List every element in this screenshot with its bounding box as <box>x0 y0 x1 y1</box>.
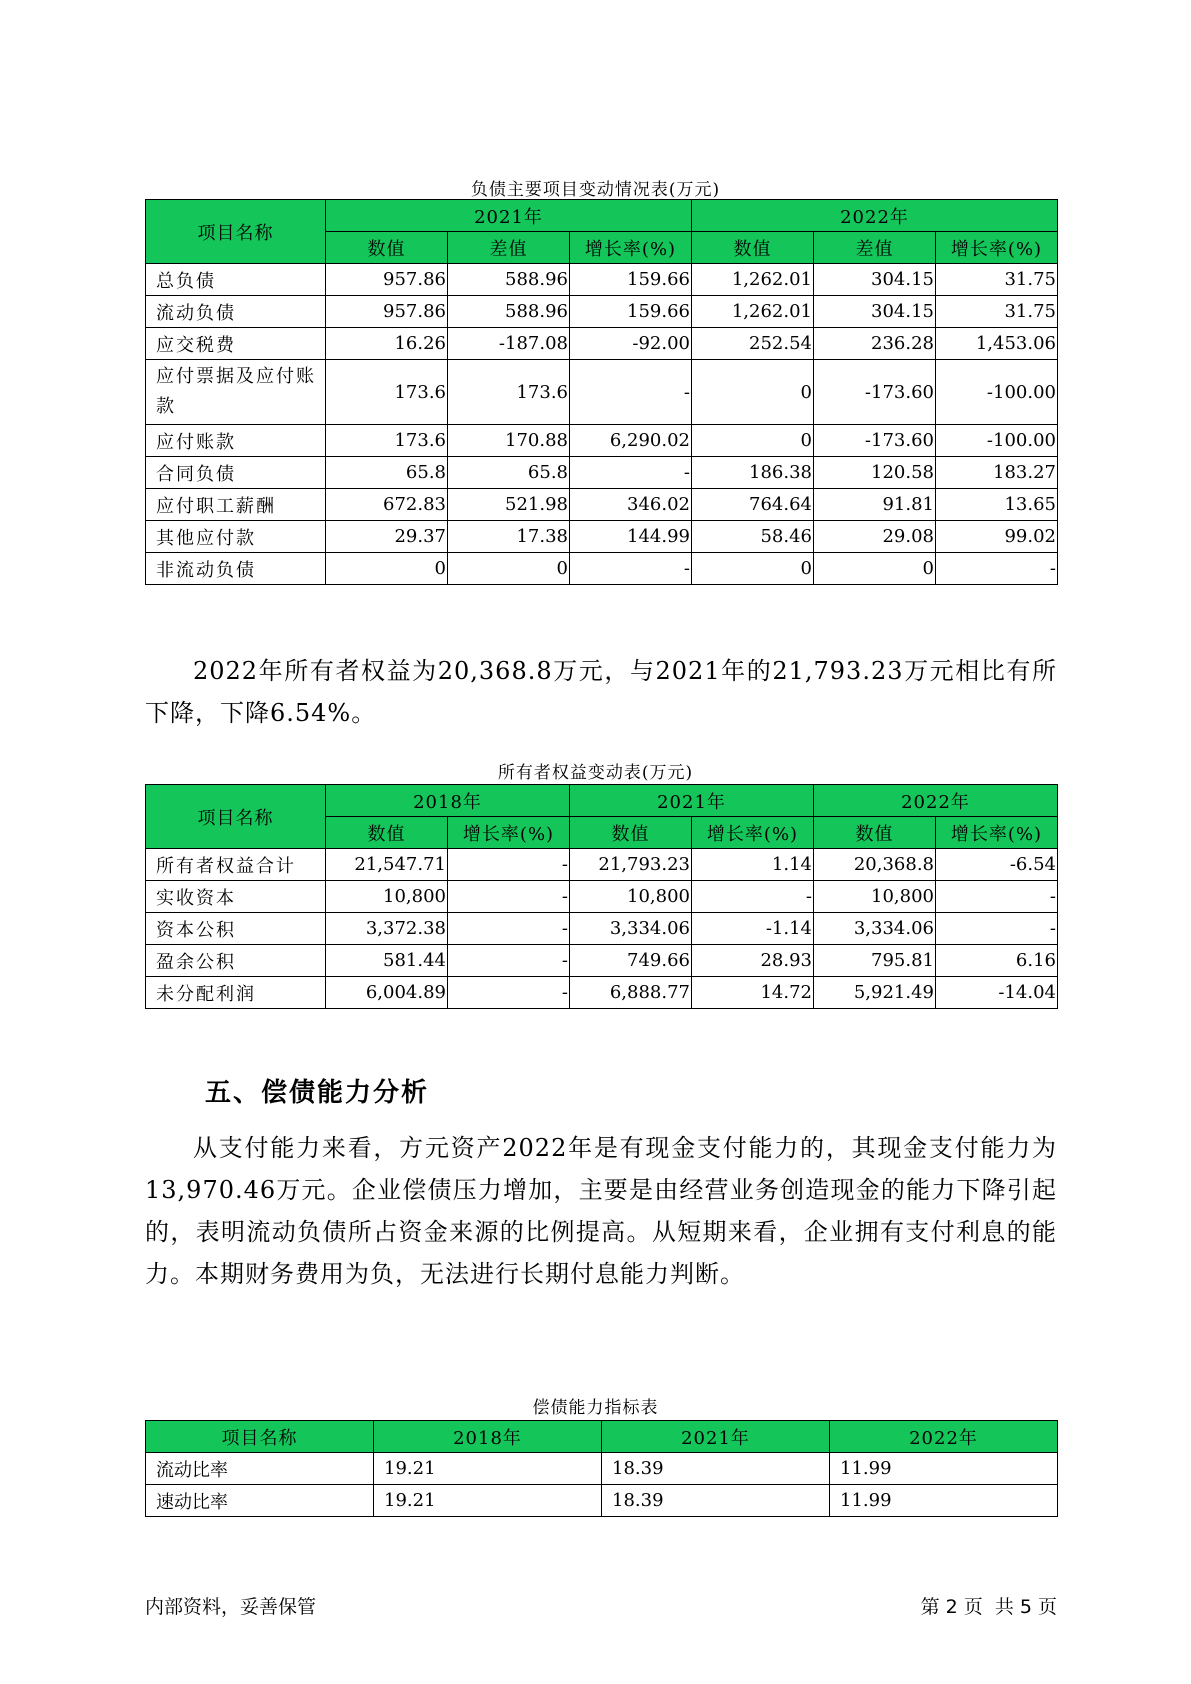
table-cell: 183.27 <box>936 457 1058 489</box>
table-cell: 1,262.01 <box>692 264 814 296</box>
table-row <box>146 489 1058 521</box>
table-cell: 159.66 <box>570 296 692 328</box>
table-cell: 10,800 <box>570 881 692 913</box>
table-cell: 99.02 <box>936 521 1058 553</box>
footer-page-number: 第 2 页 共 5 页 <box>920 1596 1057 1618</box>
table-cell: 346.02 <box>570 489 692 521</box>
year-header-2021: 2021年 <box>326 200 692 232</box>
table-cell: 1.14 <box>692 849 814 881</box>
row-label: 流动比率 <box>146 1453 374 1485</box>
table-cell: 6,004.89 <box>326 977 448 1009</box>
table-cell: 581.44 <box>326 945 448 977</box>
table-cell: 1,453.06 <box>936 328 1058 360</box>
table-cell: -1.14 <box>692 913 814 945</box>
table-cell: 0 <box>692 360 814 425</box>
table-cell: 252.54 <box>692 328 814 360</box>
table-cell: 170.88 <box>448 425 570 457</box>
row-label: 速动比率 <box>146 1485 374 1517</box>
row-label: 总负债 <box>146 264 326 296</box>
table-cell: -173.60 <box>814 360 936 425</box>
table-cell: 10,800 <box>326 881 448 913</box>
row-label: 非流动负债 <box>146 553 326 585</box>
solvency-indicator-table <box>145 1420 1058 1517</box>
table-cell: - <box>448 945 570 977</box>
table-cell: 16.26 <box>326 328 448 360</box>
table-cell: 6,888.77 <box>570 977 692 1009</box>
row-label: 未分配利润 <box>146 977 326 1009</box>
table-row <box>146 425 1058 457</box>
section-heading: 五、偿债能力分析 <box>205 1078 430 1108</box>
row-label: 应交税费 <box>146 328 326 360</box>
row-label: 合同负债 <box>146 457 326 489</box>
row-label: 盈余公积 <box>146 945 326 977</box>
table-cell: 11.99 <box>830 1453 1058 1485</box>
table-cell: 18.39 <box>602 1453 830 1485</box>
table-cell: 236.28 <box>814 328 936 360</box>
table-cell: 10,800 <box>814 881 936 913</box>
name-header: 项目名称 <box>146 200 326 264</box>
table-cell: -100.00 <box>936 425 1058 457</box>
col-header: 增长率(%) <box>692 817 814 849</box>
table-cell: 3,334.06 <box>570 913 692 945</box>
row-label: 应付票据及应付账款 <box>146 360 326 425</box>
table-cell: 19.21 <box>374 1453 602 1485</box>
table-cell: - <box>448 913 570 945</box>
table-row <box>146 457 1058 489</box>
table-cell: 31.75 <box>936 264 1058 296</box>
solvency-table-caption: 偿债能力指标表 <box>532 1398 659 1418</box>
table-row <box>146 1485 1058 1517</box>
table-cell: 0 <box>692 425 814 457</box>
col-header: 数值 <box>326 232 448 264</box>
equity-table-caption: 所有者权益变动表(万元) <box>497 763 694 783</box>
col-header: 数值 <box>692 232 814 264</box>
table-row <box>146 913 1058 945</box>
col-header: 数值 <box>326 817 448 849</box>
table-cell: - <box>936 881 1058 913</box>
table-cell: 17.38 <box>448 521 570 553</box>
col-header: 项目名称 <box>146 1421 374 1453</box>
table-cell: 18.39 <box>602 1485 830 1517</box>
table-cell: 11.99 <box>830 1485 1058 1517</box>
table-cell: 0 <box>692 553 814 585</box>
col-header: 数值 <box>814 817 936 849</box>
table-cell: 6,290.02 <box>570 425 692 457</box>
table-row <box>146 553 1058 585</box>
year-header-2021: 2021年 <box>570 785 814 817</box>
col-header: 增长率(%) <box>570 232 692 264</box>
row-label: 资本公积 <box>146 913 326 945</box>
paragraph-text: 从支付能力来看，方元资产2022年是有现金支付能力的，其现金支付能力为13,970.46万元。企业偿债压力增加，主要是由经营业务创造现金的能力下降引起的，表明流动负债所占资金来源的比例提高。从短期来看，企业拥有支付利息的能力。本期财务费用为负，无法进行长期付息能力判断。 <box>145 1134 1057 1288</box>
table-cell: - <box>570 457 692 489</box>
table-cell: 764.64 <box>692 489 814 521</box>
col-header: 2018年 <box>374 1421 602 1453</box>
table-cell: - <box>570 360 692 425</box>
table-cell: 304.15 <box>814 264 936 296</box>
equity-summary-paragraph <box>145 650 1057 734</box>
col-header: 数值 <box>570 817 692 849</box>
table-row <box>146 296 1058 328</box>
row-label: 其他应付款 <box>146 521 326 553</box>
table-row <box>146 881 1058 913</box>
table-cell: 31.75 <box>936 296 1058 328</box>
table-cell: 173.6 <box>326 425 448 457</box>
col-header: 2022年 <box>830 1421 1058 1453</box>
table-cell: 957.86 <box>326 296 448 328</box>
col-header: 差值 <box>448 232 570 264</box>
table-cell: 21,793.23 <box>570 849 692 881</box>
table-cell: 14.72 <box>692 977 814 1009</box>
table-cell: 6.16 <box>936 945 1058 977</box>
table-cell: - <box>936 553 1058 585</box>
table-cell: -92.00 <box>570 328 692 360</box>
col-header: 增长率(%) <box>936 232 1058 264</box>
table-cell: 120.58 <box>814 457 936 489</box>
row-label: 实收资本 <box>146 881 326 913</box>
table-cell: - <box>570 553 692 585</box>
table-cell: 0 <box>326 553 448 585</box>
paragraph-text: 2022年所有者权益为20,368.8万元，与2021年的21,793.23万元相比有所下降，下降6.54%。 <box>145 657 1057 727</box>
table-cell: 957.86 <box>326 264 448 296</box>
table-cell: 1,262.01 <box>692 296 814 328</box>
table-cell: 173.6 <box>448 360 570 425</box>
table-cell: 3,334.06 <box>814 913 936 945</box>
col-header: 2021年 <box>602 1421 830 1453</box>
liability-change-table <box>145 199 1058 585</box>
table-cell: 173.6 <box>326 360 448 425</box>
table-cell: 13.65 <box>936 489 1058 521</box>
table-row <box>146 264 1058 296</box>
table-cell: - <box>692 881 814 913</box>
table-cell: 186.38 <box>692 457 814 489</box>
table-cell: 304.15 <box>814 296 936 328</box>
table-cell: -14.04 <box>936 977 1058 1009</box>
row-label: 所有者权益合计 <box>146 849 326 881</box>
table-cell: 19.21 <box>374 1485 602 1517</box>
year-header-2022: 2022年 <box>814 785 1058 817</box>
table-cell: -187.08 <box>448 328 570 360</box>
table-cell: 672.83 <box>326 489 448 521</box>
table-row <box>146 328 1058 360</box>
solvency-paragraph <box>145 1127 1057 1295</box>
equity-change-table <box>145 784 1058 1009</box>
row-label: 应付职工薪酬 <box>146 489 326 521</box>
liability-table-caption: 负债主要项目变动情况表(万元) <box>470 180 721 200</box>
table-row <box>146 521 1058 553</box>
table-cell: 29.37 <box>326 521 448 553</box>
table-cell: 65.8 <box>326 457 448 489</box>
table-cell: 144.99 <box>570 521 692 553</box>
table-cell: 5,921.49 <box>814 977 936 1009</box>
row-label: 流动负债 <box>146 296 326 328</box>
table-cell: 159.66 <box>570 264 692 296</box>
row-label: 应付账款 <box>146 425 326 457</box>
table-cell: 21,547.71 <box>326 849 448 881</box>
table-cell: - <box>448 881 570 913</box>
table-cell: -173.60 <box>814 425 936 457</box>
table-cell: -6.54 <box>936 849 1058 881</box>
table-cell: 521.98 <box>448 489 570 521</box>
table-row <box>146 977 1058 1009</box>
table-cell: 588.96 <box>448 264 570 296</box>
table-row <box>146 849 1058 881</box>
table-cell: 58.46 <box>692 521 814 553</box>
table-cell: 0 <box>814 553 936 585</box>
table-row <box>146 1453 1058 1485</box>
table-cell: -100.00 <box>936 360 1058 425</box>
table-cell: - <box>448 977 570 1009</box>
table-cell: 795.81 <box>814 945 936 977</box>
table-cell: 0 <box>448 553 570 585</box>
table-cell: - <box>448 849 570 881</box>
name-header: 项目名称 <box>146 785 326 849</box>
year-header-2018: 2018年 <box>326 785 570 817</box>
table-cell: 588.96 <box>448 296 570 328</box>
table-cell: 749.66 <box>570 945 692 977</box>
col-header: 差值 <box>814 232 936 264</box>
year-header-2022: 2022年 <box>692 200 1058 232</box>
col-header: 增长率(%) <box>936 817 1058 849</box>
footer-confidential-note: 内部资料，妥善保管 <box>145 1596 317 1618</box>
col-header: 增长率(%) <box>448 817 570 849</box>
table-row <box>146 945 1058 977</box>
table-cell: - <box>936 913 1058 945</box>
table-cell: 28.93 <box>692 945 814 977</box>
table-row <box>146 360 1058 425</box>
table-cell: 3,372.38 <box>326 913 448 945</box>
table-cell: 20,368.8 <box>814 849 936 881</box>
table-cell: 29.08 <box>814 521 936 553</box>
table-cell: 91.81 <box>814 489 936 521</box>
table-cell: 65.8 <box>448 457 570 489</box>
